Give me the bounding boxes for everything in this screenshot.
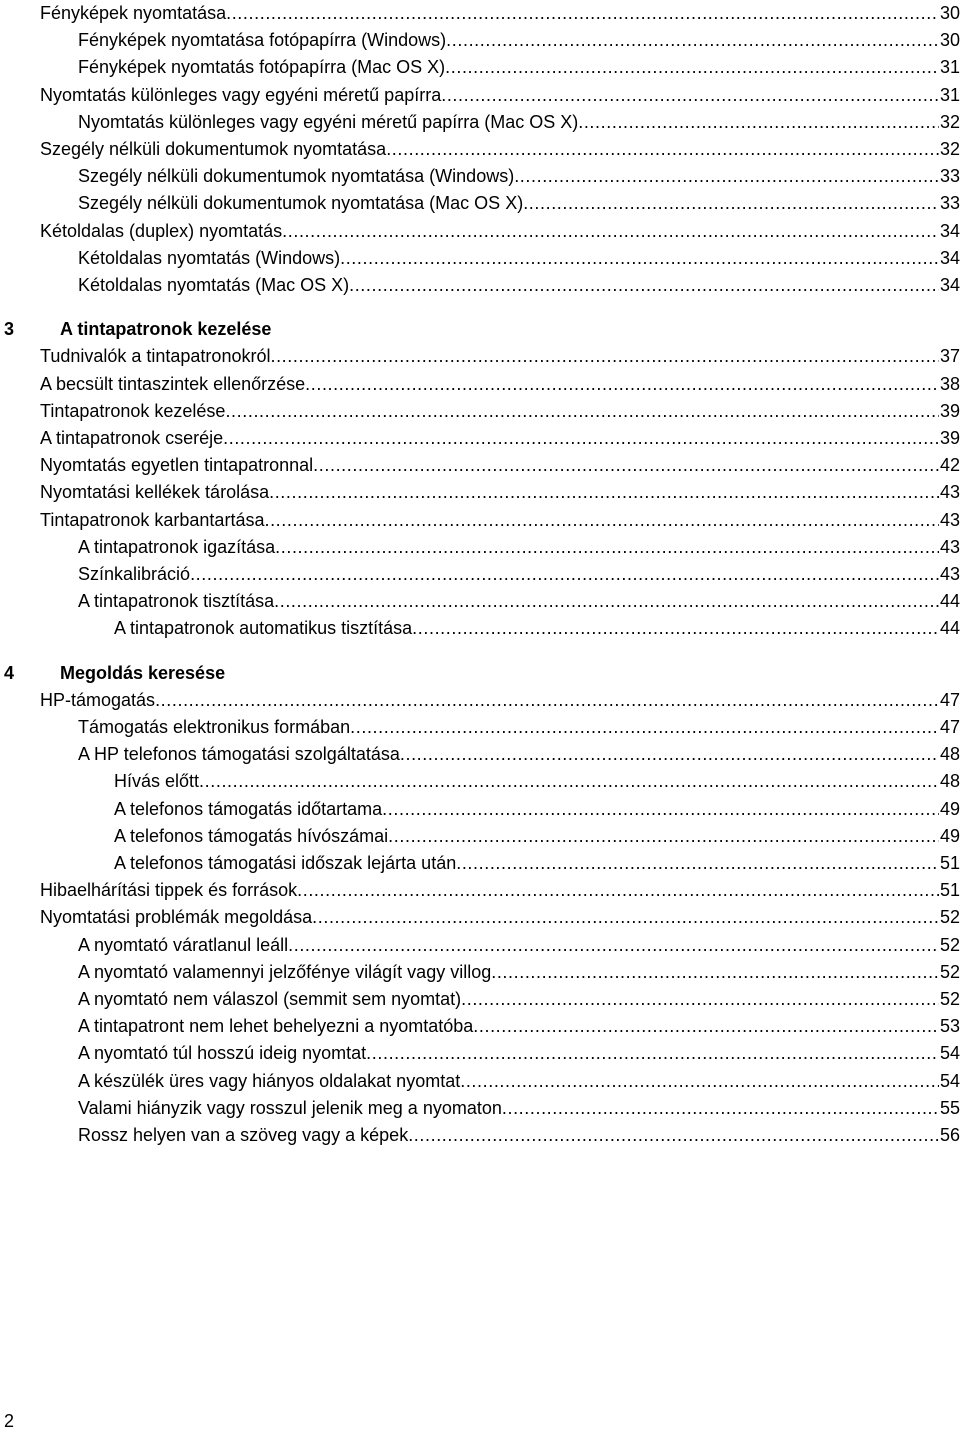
toc-entry-page: 43 xyxy=(939,509,960,530)
toc-entry-page: 34 xyxy=(939,220,960,241)
toc-entry[interactable] xyxy=(40,452,960,479)
toc-entry[interactable] xyxy=(78,272,960,299)
dot-leader xyxy=(264,507,939,534)
toc-entry[interactable] xyxy=(78,986,960,1013)
toc-entry[interactable] xyxy=(78,163,960,190)
dot-leader xyxy=(502,1095,939,1122)
chapter-number: 3 xyxy=(4,319,15,340)
dot-leader xyxy=(491,959,939,986)
dot-leader xyxy=(523,190,939,217)
toc-entry-page: 30 xyxy=(939,3,960,23)
toc-entry[interactable] xyxy=(40,877,960,904)
toc-entry-page: 48 xyxy=(939,744,960,765)
toc-entry-title: Rossz helyen van a szöveg vagy a képek xyxy=(78,1125,409,1145)
dot-leader xyxy=(223,425,939,452)
toc-entry-title: Fényképek nyomtatás fotópapírra (Mac OS X) xyxy=(78,57,446,78)
dot-leader xyxy=(269,479,939,506)
toc-entry[interactable] xyxy=(114,850,960,877)
toc-entry-title: A tintapatronok cseréje xyxy=(40,428,224,448)
chapter-title: Megoldás keresése xyxy=(60,662,226,683)
dot-leader xyxy=(282,218,939,245)
dot-leader xyxy=(288,932,939,959)
toc-entry[interactable] xyxy=(40,0,960,27)
toc-entry[interactable] xyxy=(40,82,960,109)
toc-entry[interactable] xyxy=(78,1068,960,1095)
toc-entry-title: Nyomtatási problémák megoldása xyxy=(40,907,313,928)
toc-entry[interactable] xyxy=(40,425,960,452)
dot-leader xyxy=(412,615,939,642)
toc-entry-page: 33 xyxy=(939,166,960,187)
dot-leader xyxy=(225,398,939,425)
toc-entry-page: 56 xyxy=(939,1125,960,1145)
chapter-title: A tintapatronok kezelése xyxy=(60,319,272,340)
toc-entry[interactable] xyxy=(40,479,960,506)
toc-entry-page: 48 xyxy=(939,771,960,792)
toc-entry-title: Szegély nélküli dokumentumok nyomtatása (Mac OS X) xyxy=(78,193,524,214)
toc-entry-title: A tintapatronok automatikus tisztítása xyxy=(114,618,413,639)
toc-entry-page: 43 xyxy=(939,482,960,503)
toc-entry[interactable] xyxy=(114,823,960,850)
chapter-heading xyxy=(0,316,960,343)
toc-entry[interactable] xyxy=(78,959,960,986)
toc-entry-title: A HP telefonos támogatási szolgáltatása xyxy=(78,744,400,765)
toc-entry[interactable] xyxy=(78,54,960,81)
toc-entry[interactable] xyxy=(78,1122,960,1149)
toc-entry[interactable] xyxy=(78,1040,960,1067)
toc-entry-title: Kétoldalas (duplex) nyomtatás xyxy=(40,220,283,241)
toc-entry-page: 53 xyxy=(939,1016,960,1037)
toc-entry-title: Hibaelhárítási tippek és források xyxy=(40,880,298,901)
toc-entry[interactable] xyxy=(78,1013,960,1040)
toc-entry-page: 52 xyxy=(939,961,960,982)
dot-leader xyxy=(514,163,939,190)
toc-entry[interactable] xyxy=(114,796,960,823)
toc-entry[interactable] xyxy=(78,588,960,615)
toc-entry-page: 54 xyxy=(939,1043,960,1064)
toc-entry-page: 52 xyxy=(939,934,960,955)
dot-leader xyxy=(386,136,939,163)
toc-entry-page: 55 xyxy=(939,1097,960,1118)
toc-entry-title: HP-támogatás xyxy=(40,689,156,710)
dot-leader xyxy=(199,768,939,795)
page-number: 2 xyxy=(4,1411,15,1431)
toc-entry-title: A telefonos támogatás időtartama xyxy=(114,798,383,819)
toc-entry-title: A telefonos támogatási időszak lejárta után xyxy=(114,853,457,873)
toc-entry-page: 42 xyxy=(939,455,960,476)
toc-entry-title: A nyomtató nem válaszol (semmit sem nyomtat) xyxy=(78,989,462,1009)
toc-entry-page: 49 xyxy=(939,825,960,846)
dot-leader xyxy=(441,82,939,109)
toc-entry-title: A becsült tintaszintek ellenőrzése xyxy=(40,373,306,394)
toc-entry-title: Kétoldalas nyomtatás (Mac OS X) xyxy=(78,275,350,295)
toc-entry-page: 51 xyxy=(939,880,960,901)
toc-entry-page: 32 xyxy=(939,111,960,132)
toc-entry-title: A telefonos támogatás hívószámai xyxy=(114,825,389,846)
toc-entry[interactable] xyxy=(40,398,960,425)
toc-entry-title: A tintapatronok igazítása xyxy=(78,536,276,557)
toc-entry[interactable] xyxy=(78,714,960,741)
dot-leader xyxy=(578,109,939,136)
toc-entry-page: 49 xyxy=(939,798,960,819)
toc-entry[interactable] xyxy=(40,343,960,370)
toc-entry-page: 47 xyxy=(939,717,960,737)
toc-entry-page: 52 xyxy=(939,989,960,1009)
toc-entry-page: 32 xyxy=(939,139,960,159)
toc-entry[interactable] xyxy=(78,1095,960,1122)
dot-leader xyxy=(274,588,939,615)
toc-entry[interactable] xyxy=(78,245,960,272)
toc-entry-title: Nyomtatás különleges vagy egyéni méretű papírra (Mac OS X) xyxy=(78,111,579,132)
toc-entry-page: 34 xyxy=(939,275,960,295)
toc-entry[interactable] xyxy=(78,741,960,768)
toc-entry-title: A nyomtató túl hosszú ideig nyomtat xyxy=(78,1043,367,1064)
toc-entry[interactable] xyxy=(114,768,960,795)
toc-entry-page: 38 xyxy=(939,373,960,394)
toc-entry-title: Szegély nélküli dokumentumok nyomtatása xyxy=(40,139,387,159)
toc-entry-title: Tudnivalók a tintapatronokról xyxy=(40,346,271,367)
toc-entry-title: Nyomtatási kellékek tárolása xyxy=(40,482,270,503)
toc-entry-page: 33 xyxy=(939,193,960,214)
toc-entry-page: 51 xyxy=(939,853,960,873)
dot-leader xyxy=(445,54,939,81)
toc-entry[interactable] xyxy=(78,27,960,54)
dot-leader xyxy=(400,741,939,768)
toc-entry-page: 30 xyxy=(939,30,960,51)
dot-leader xyxy=(366,1040,939,1067)
dot-leader xyxy=(312,904,939,931)
toc-entry[interactable] xyxy=(40,218,960,245)
toc-entry[interactable] xyxy=(40,371,960,398)
toc-entry-page: 31 xyxy=(939,84,960,105)
toc-entry-page: 31 xyxy=(939,57,960,78)
toc-entry-title: A tintapatronok tisztítása xyxy=(78,591,275,612)
dot-leader xyxy=(190,561,939,588)
dot-leader xyxy=(270,343,939,370)
toc-entry-page: 44 xyxy=(939,618,960,639)
dot-leader xyxy=(305,371,939,398)
toc-entry-page: 44 xyxy=(939,591,960,612)
dot-leader xyxy=(388,823,939,850)
chapter-heading xyxy=(0,660,960,687)
toc-entry-title: Nyomtatás egyetlen tintapatronnal xyxy=(40,455,314,476)
toc-entry-title: A nyomtató váratlanul leáll xyxy=(78,934,289,955)
toc-entry-title: Szegély nélküli dokumentumok nyomtatása (Windows) xyxy=(78,166,515,187)
toc-entry-title: Tintapatronok kezelése xyxy=(40,400,226,421)
toc-entry-title: Támogatás elektronikus formában xyxy=(78,717,351,737)
dot-leader xyxy=(297,877,939,904)
toc-entry[interactable] xyxy=(40,904,960,931)
toc-entry-page: 43 xyxy=(939,536,960,557)
dot-leader xyxy=(349,272,939,299)
toc-entry[interactable] xyxy=(78,190,960,217)
dot-leader xyxy=(350,714,939,741)
toc-entry-page: 52 xyxy=(939,907,960,928)
toc-entry-page: 47 xyxy=(939,689,960,710)
toc-entry-title: Nyomtatás különleges vagy egyéni méretű papírra xyxy=(40,84,442,105)
toc-entry-title: Hívás előtt xyxy=(114,771,200,792)
toc-entry[interactable] xyxy=(114,615,960,642)
dot-leader xyxy=(456,850,939,877)
toc-entry[interactable] xyxy=(40,687,960,714)
dot-leader xyxy=(446,27,939,54)
chapter-number: 4 xyxy=(4,662,15,683)
dot-leader xyxy=(275,534,939,561)
toc-entry-title: Színkalibráció xyxy=(78,564,191,584)
toc-entry-title: Tintapatronok karbantartása xyxy=(40,509,265,530)
toc-entry-title: A nyomtató valamennyi jelzőfénye világít vagy villog xyxy=(78,961,492,982)
dot-leader xyxy=(340,245,939,272)
toc-entry[interactable] xyxy=(40,136,960,163)
toc-entry-title: Fényképek nyomtatása fotópapírra (Windows) xyxy=(78,30,447,51)
toc-entry[interactable] xyxy=(78,932,960,959)
toc-entry-page: 39 xyxy=(939,400,960,421)
toc-entry-title: A tintapatront nem lehet behelyezni a nyomtatóba xyxy=(78,1016,474,1037)
toc-entry[interactable] xyxy=(78,561,960,588)
toc-entry-title: Fényképek nyomtatása xyxy=(40,3,227,23)
toc-entry-page: 34 xyxy=(939,247,960,268)
dot-leader xyxy=(226,0,939,27)
dot-leader xyxy=(473,1013,939,1040)
toc-entry[interactable] xyxy=(78,534,960,561)
toc-entry[interactable] xyxy=(78,109,960,136)
dot-leader xyxy=(408,1122,939,1149)
dot-leader xyxy=(461,986,939,1013)
toc-entry-title: Kétoldalas nyomtatás (Windows) xyxy=(78,247,341,268)
toc-entry-title: A készülék üres vagy hiányos oldalakat nyomtat xyxy=(78,1070,461,1091)
dot-leader xyxy=(382,796,939,823)
dot-leader xyxy=(460,1068,939,1095)
toc-entry-page: 54 xyxy=(939,1070,960,1091)
toc-entry-title: Valami hiányzik vagy rosszul jelenik meg a nyomaton xyxy=(78,1097,502,1118)
dot-leader xyxy=(155,687,939,714)
toc-entry-page: 37 xyxy=(939,346,960,367)
dot-leader xyxy=(313,452,939,479)
toc-entry[interactable] xyxy=(40,507,960,534)
toc-entry-page: 43 xyxy=(939,564,960,584)
toc-entry-page: 39 xyxy=(939,428,960,448)
